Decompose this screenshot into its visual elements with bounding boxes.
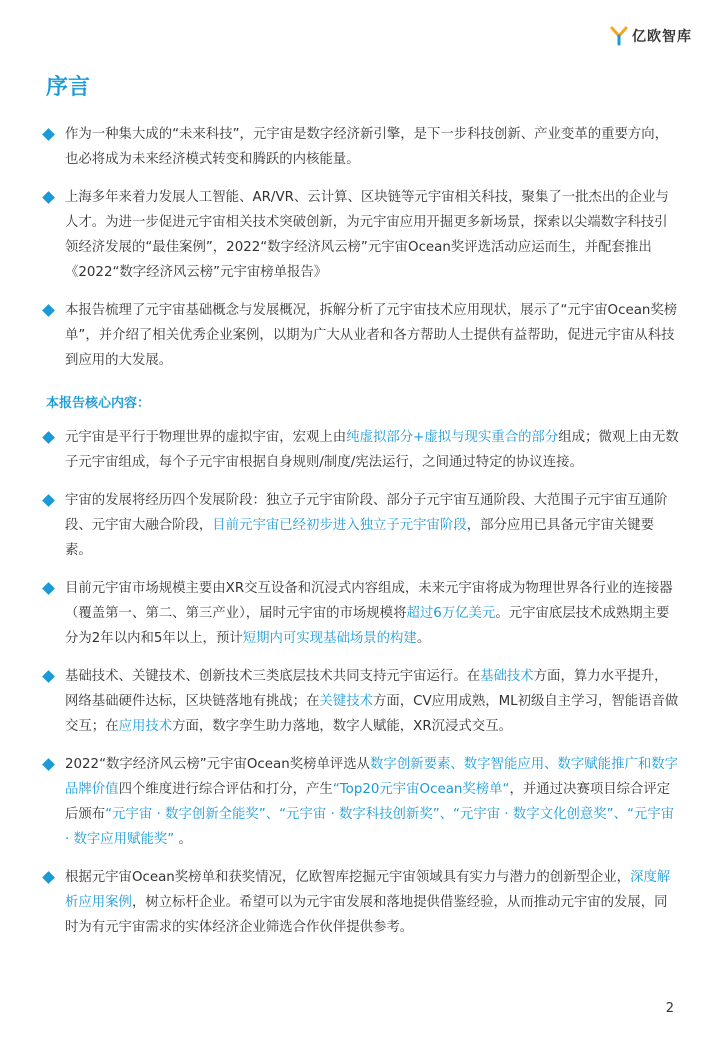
highlighted-text: 基础技术	[480, 669, 534, 684]
highlighted-text: “Top20元宇宙Ocean奖榜单“	[332, 782, 510, 797]
paragraph-gap	[44, 475, 680, 488]
paragraph-text: 上海多年来着力发展人工智能、AR/VR、云计算、区块链等元宇宙相关科技，聚集了一批杰出的企业与人才。为进一步促进元宇宙相关技术突破创新，为元宇宙应用开掘更多新场景，探索以尖端数字科技引领经济发展的“最佳案例”，2022“数字经济风云榜”元宇宙Ocean奖评选活动应运而生，并配套推出《2022“数字经济风云榜”元宇宙榜单报告》	[65, 190, 669, 280]
page-title: 序言	[46, 75, 91, 100]
diamond-bullet-icon	[42, 494, 55, 507]
paragraph-text: ，树立标杆企业。希望可以为元宇宙发展和落地提供借鉴经验，从而推动元宇宙的发展，同时为有元宇宙需求的实体经济企业筛选合作伙伴提供参考。	[65, 895, 668, 935]
core-paragraph	[44, 576, 680, 651]
core-paragraph	[44, 664, 680, 739]
paragraph-text: 方面，数字孪生助力落地，数字人赋能，XR沉浸式交互。	[172, 719, 512, 734]
paragraph-text: 。	[174, 832, 192, 847]
intro-list	[44, 122, 680, 373]
diamond-bullet-icon	[42, 582, 55, 595]
highlighted-text: 目前元宇宙已经初步进入独立子元宇宙阶段	[212, 518, 467, 533]
paragraph-text: 宇宙的发展将经历四个发展阶段：独立子元宇宙阶段、部分子元宇宙互通阶段、大范围子元宇宙互通阶段、元宇宙大融合阶段，	[65, 493, 668, 533]
diamond-bullet-icon	[42, 670, 55, 683]
diamond-bullet-icon	[42, 758, 55, 771]
highlighted-text: 纯虚拟部分+虚拟与现实重合的部分	[346, 430, 559, 445]
intro-paragraph	[44, 298, 680, 373]
paragraph-text: 方面，CV应用成熟，ML初级自主学习，智能语音做交互；在	[65, 694, 679, 734]
paragraph-text: 作为一种集大成的“未来科技”，元宇宙是数字经济新引擎，是下一步科技创新、产业变革的重要方向，也必将成为未来经济模式转变和腾跃的内核能量。	[65, 127, 669, 167]
brand-logo	[610, 26, 692, 46]
highlighted-text: 短期内可实现基础场景的构建	[242, 631, 417, 646]
core-heading: 本报告核心内容：	[46, 396, 151, 411]
paragraph-gap	[44, 172, 680, 185]
paragraph-gap	[44, 739, 680, 752]
core-paragraph	[44, 865, 680, 940]
diamond-bullet-icon	[42, 871, 55, 884]
intro-paragraph	[44, 122, 680, 172]
highlighted-text: 数字创新要素、数字智能应用、数字赋能推广和数字品牌价值	[65, 757, 679, 797]
highlighted-text: 关键技术	[319, 694, 373, 709]
paragraph-text: 根据元宇宙Ocean奖榜单和获奖情况，亿欧智库挖掘元宇宙领域具有实力与潜力的创新型企业，	[65, 870, 631, 885]
paragraph-gap	[44, 852, 680, 865]
highlighted-text: “元宇宙 · 数字创新全能奖”、“元宇宙 · 数字科技创新奖”、“元宇宙 · 数字文化创意奖”、“元宇宙 · 数字应用赋能奖”	[65, 807, 675, 847]
paragraph-text: 目前元宇宙市场规模主要由XR交互设备和沉浸式内容组成，未来元宇宙将成为物理世界各行业的连接器（覆盖第一、第二、第三产业），届时元宇宙的市场规模将	[65, 581, 673, 621]
paragraph-text: 基础技术、关键技术、创新技术三类底层技术共同支持元宇宙运行。在	[65, 669, 481, 684]
highlighted-text: 应用技术	[118, 719, 173, 734]
page-number: 2	[665, 1001, 674, 1016]
core-paragraph	[44, 425, 680, 475]
paragraph-text: 2022“数字经济风云榜”元宇宙Ocean奖榜单评选从	[65, 757, 371, 772]
logo-text: 亿欧智库	[632, 29, 692, 45]
paragraph-gap	[44, 563, 680, 576]
paragraph-text: 组成；微观上由无数子元宇宙组成，每个子元宇宙根据自身规则/制度/宪法运行，之间通过特定的协议连接。	[65, 430, 679, 470]
paragraph-gap	[44, 285, 680, 298]
intro-paragraph	[44, 185, 680, 285]
paragraph-text: 。	[416, 631, 431, 646]
paragraph-text: 方面，算力水平提升，网络基础硬件达标，区块链落地有挑战；在	[65, 669, 668, 709]
core-paragraph	[44, 752, 680, 852]
paragraph-text: ，部分应用已具备元宇宙关键要素。	[65, 518, 655, 558]
diamond-bullet-icon	[42, 431, 55, 444]
paragraph-text: 四个维度进行综合评估和打分，产生	[118, 782, 333, 797]
paragraph-text: 。元宇宙底层技术成熟期主要分为2年以内和5年以上，预计	[65, 606, 670, 646]
core-list	[44, 425, 680, 940]
core-paragraph	[44, 488, 680, 563]
highlighted-text: 超过6万亿美元	[406, 606, 496, 621]
paragraph-text: 本报告梳理了元宇宙基础概念与发展概况，拆解分析了元宇宙技术应用现状，展示了“元宇宙Ocean奖榜单”，并介绍了相关优秀企业案例，以期为广大从业者和各方帮助人士提供有益帮助，促进元宇宙从科技到应用的大发展。	[65, 303, 678, 368]
diamond-bullet-icon	[42, 191, 55, 204]
highlighted-text: 深度解析应用案例	[65, 870, 671, 910]
paragraph-gap	[44, 651, 680, 664]
diamond-bullet-icon	[42, 304, 55, 317]
diamond-bullet-icon	[42, 128, 55, 141]
logo-mark-icon	[610, 26, 628, 46]
paragraph-text: ，并通过决赛项目综合评定后颁布	[65, 782, 671, 822]
preface-content	[44, 122, 680, 940]
paragraph-text: 元宇宙是平行于物理世界的虚拟宇宙，宏观上由	[65, 430, 347, 445]
